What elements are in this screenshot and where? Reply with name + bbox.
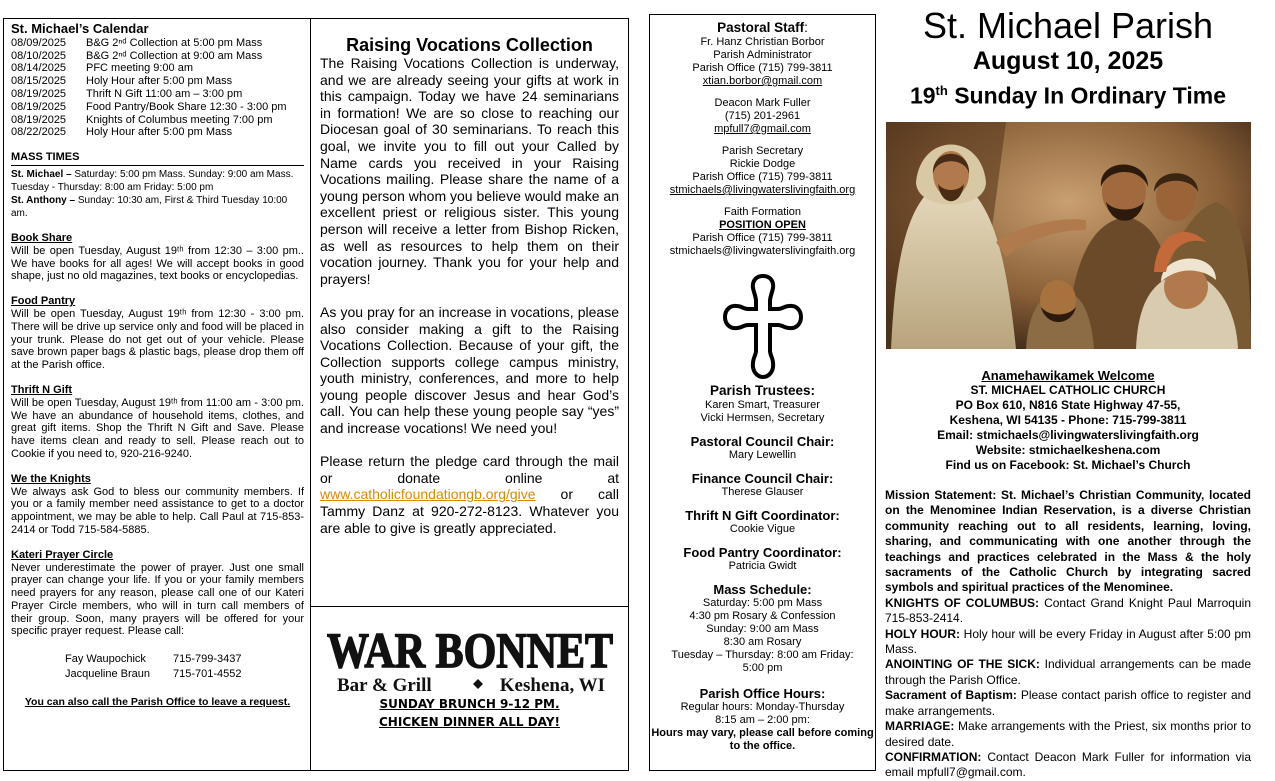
- book-share-text: Will be open Tuesday, August 19ᵗʰ from 12:30 – 3:00 pm.. We have books for all ages! We will accept books in good shape, just no old magazines, text books or encyclopedias.: [11, 244, 304, 283]
- parish-title: St. Michael Parish: [922, 5, 1214, 46]
- staff-title-colon: :: [804, 20, 808, 35]
- calendar-column: [3, 18, 311, 771]
- mass-schedule-line: Tuesday – Thursday: 8:00 am Friday:: [671, 649, 854, 661]
- book-share-title: Book Share: [11, 231, 73, 244]
- st-michael-label: St. Michael –: [11, 168, 72, 180]
- pastor-name: Fr. Hanz Christian Borbor: [700, 36, 825, 48]
- thrift-coordinator-name: Cookie Vigue: [729, 523, 796, 535]
- warbonnet-logo: [325, 617, 615, 695]
- calendar-title: St. Michael’s Calendar: [11, 21, 149, 36]
- staff-column: [649, 14, 876, 771]
- calendar-event: Food Pantry/Book Share 12:30 - 3:00 pm: [86, 100, 287, 113]
- calendar-event: Knights of Columbus meeting 7:00 pm: [86, 113, 273, 126]
- jesus-disciples-painting: [886, 122, 1251, 349]
- office-hours-title: Parish Office Hours:: [699, 686, 826, 701]
- calendar-row: [11, 50, 304, 63]
- ad-dinner-line: CHICKEN DINNER ALL DAY!: [379, 715, 560, 729]
- contact-name: Fay Waupochick: [65, 653, 146, 666]
- contact-phone: 715-799-3437: [173, 653, 242, 666]
- calendar-event: Thrift N Gift 11:00 am – 3:00 pm: [86, 87, 243, 100]
- st-anthony-times: Sunday: 10:30 am, First & Third Tuesday 10:00 am.: [11, 194, 288, 219]
- mass-schedule-line: Sunday: 9:00 am Mass: [706, 623, 819, 635]
- call-office-note: You can also call the Parish Office to leave a request.: [24, 696, 291, 709]
- finance-council-name: Therese Glauser: [721, 486, 804, 498]
- calendar-event: Holy Hour after 5:00 pm Mass: [86, 126, 233, 139]
- address-line-1: PO Box 610, N816 State Highway 47-55,: [955, 398, 1181, 412]
- info-item: [885, 688, 1251, 719]
- food-pantry-text: Will be open Tuesday, August 19ᵗʰ from 12:30 - 3:00 pm. There will be drive up service only and food will be placed in your trunk. Please do not get out of your vehicle. Please save brown paper bags & plastic bags, please drop them off at the Parish office.: [11, 307, 304, 372]
- calendar-row: [11, 62, 304, 75]
- info-label: CONFIRMATION:: [885, 749, 982, 764]
- position-open-label: POSITION OPEN: [719, 219, 806, 231]
- contact-phone: 715-701-4552: [173, 668, 242, 681]
- deacon-email[interactable]: mpfull7@gmail.com: [714, 123, 811, 135]
- donate-link[interactable]: www.catholicfoundationgb.org/give: [320, 486, 536, 503]
- food-pantry-title: Food Pantry: [11, 295, 76, 308]
- church-facebook: Find us on Facebook: St. Michael’s Church: [945, 458, 1191, 472]
- welcome-block: [883, 368, 1253, 473]
- vocations-p3-end: or call Tammy Danz at 920-272-8123. Whatever you are able to give is greatly appreciated.: [320, 486, 619, 536]
- info-text: Holy hour will be every Friday in August after 5:00 pm Mass.: [885, 626, 1251, 657]
- info-label: Sacrament of Baptism:: [885, 688, 1017, 703]
- ad-brunch-line: SUNDAY BRUNCH 9-12 PM.: [379, 697, 560, 711]
- vocations-p3-start: Please return the pledge card through the mail or donate online at: [320, 453, 619, 486]
- calendar-date: 08/15/2025: [11, 75, 67, 88]
- vocations-title: Raising Vocations Collection: [346, 35, 593, 55]
- diamond-icon: [473, 679, 483, 689]
- contact-name: Jacqueline Braun: [65, 668, 151, 681]
- info-item: [885, 627, 1251, 658]
- calendar-event: B&G 2ⁿᵈ Collection at 9:00 am Mass: [86, 49, 263, 62]
- calendar-row: [11, 101, 304, 114]
- prayer-contacts: [65, 652, 304, 682]
- pantry-coordinator-name: Patricia Gwidt: [728, 560, 797, 572]
- staff-title-text: Pastoral Staff: [717, 20, 805, 35]
- logo-sub-left: Bar & Grill: [336, 675, 432, 696]
- trustees-title: Parish Trustees:: [709, 383, 816, 398]
- sunday-ordinal: th: [935, 83, 948, 98]
- trustee-2: Vicki Hermsen, Secretary: [700, 412, 825, 424]
- sunday-number: 19: [909, 82, 936, 109]
- info-item: [885, 719, 1251, 750]
- mission-statement: Mission Statement: St. Michael’s Christian Community, located on the Menominee Indian Reservation, is a diverse Christian community reaching out to all residents, learning, loving, sharing, and communicating with one another through the teachings and practices celebrated in the Mass & the holy sacraments of the Catholic Church by integrating sacred symbols and spiritual practices of the Menominee.: [885, 488, 1251, 595]
- info-item: [885, 657, 1251, 688]
- church-email: Email: stmichaels@livingwaterslivingfaith.org: [937, 428, 1199, 442]
- calendar-event: B&G 2ⁿᵈ Collection at 5:00 pm Mass: [86, 36, 263, 49]
- deacon-phone: (715) 201-2961: [724, 110, 801, 122]
- info-label: MARRIAGE:: [885, 719, 955, 734]
- faith-formation-phone: Parish Office (715) 799-3811: [692, 232, 833, 244]
- pantry-coordinator-title: Food Pantry Coordinator:: [683, 545, 842, 560]
- calendar-date: 08/19/2025: [11, 87, 67, 100]
- info-text: Individual arrangements can be made through the Parish Office.: [885, 657, 1251, 687]
- pastoral-council-name: Mary Lewellin: [728, 449, 797, 461]
- sunday-text: Sunday In Ordinary Time: [947, 82, 1227, 109]
- calendar-row: [11, 126, 304, 139]
- church-website: Website: stmichaelkeshena.com: [975, 443, 1161, 457]
- st-anthony-label: St. Anthony –: [11, 194, 76, 206]
- info-text: Please contact parish office to register and make arrangements.: [885, 688, 1251, 718]
- faith-formation-email: stmichaels@livingwaterslivingfaith.org: [669, 245, 856, 257]
- pastor-role: Parish Administrator: [713, 49, 812, 61]
- info-text: Make arrangements with the Priest, six months prior to desired date.: [885, 719, 1251, 749]
- calendar-date: 08/09/2025: [11, 36, 67, 49]
- bulletin-date: August 10, 2025: [972, 47, 1164, 75]
- logo-wordmark: WAR BONNET: [326, 622, 613, 678]
- liturgical-sunday: [883, 76, 1253, 111]
- mass-schedule-line: Saturday: 5:00 pm Mass: [702, 597, 823, 609]
- calendar-row: [11, 88, 304, 101]
- vocations-paragraph-3: [320, 453, 619, 536]
- deacon-name: Deacon Mark Fuller: [714, 97, 811, 109]
- secretary-email[interactable]: stmichaels@livingwaterslivingfaith.org: [669, 184, 856, 196]
- calendar-date: 08/14/2025: [11, 62, 67, 75]
- st-michael-times: Saturday: 5:00 pm Mass. Sunday: 9:00 am Mass. Tuesday - Thursday: 8:00 am Friday: 5:00 pm: [11, 168, 294, 193]
- trustee-1: Karen Smart, Treasurer: [705, 399, 820, 411]
- mass-schedule-line: 5:00 pm: [742, 662, 783, 674]
- office-hours-note: Hours may vary, please call before coming to the office.: [651, 727, 874, 752]
- info-item: [885, 596, 1251, 627]
- mass-schedule-line: 4:30 pm Rosary & Confession: [689, 610, 836, 622]
- knights-title: We the Knights: [11, 472, 91, 485]
- info-text: Contact Grand Knight Paul Marroquin 715-853-2414.: [885, 595, 1251, 626]
- thrift-title: Thrift N Gift: [11, 383, 73, 396]
- calendar-event: Holy Hour after 5:00 pm Mass: [86, 75, 233, 88]
- knights-text: We always ask God to bless our community members. If you or a family member need assistance to get to a doctor appointment, we may be able to help. Call Paul at 715-853-2414 or Todd 715-584-5885.: [11, 485, 304, 536]
- calendar-list: [11, 37, 304, 139]
- vocations-paragraph-1: The Raising Vocations Collection is underway, and we are already seeing your gifts at work in this campaign. Today we have 24 seminarians in formation! We are so close to reaching our Diocesan goal of 30 seminarians. To reach this goal, we invite you to fill out your Called by Name cards you received in your Raising Vocations mailing. Please share the name of a young person whom you believe would make an excellent priest or religious sister. This young person will receive a letter from Bishop Ricken, as well as resources to help them on their vocation journey. Thank you for your help and prayers!: [320, 55, 619, 287]
- info-text: Contact Deacon Mark Fuller for information via email mpfull7@gmail.com.: [885, 749, 1251, 780]
- pastor-email[interactable]: xtian.borbor@gmail.com: [702, 75, 823, 87]
- calendar-row: [11, 114, 304, 127]
- masthead-column: [883, 0, 1253, 780]
- logo-sub-right: Keshena, WI: [499, 675, 605, 696]
- vocations-paragraph-2: As you pray for an increase in vocations, please also consider making a gift to the Raising Vocations Collection. Because of your gift, the Collection supports college campus ministry, youth ministry, conferences, and more to help young people discover Jesus and hear God’s call. You can help these young people say “yes” and increase vocations! We need you!: [320, 303, 619, 437]
- mass-times-title: MASS TIMES: [11, 151, 304, 166]
- pastor-phone: Parish Office (715) 799-3811: [692, 62, 833, 74]
- mass-times-text: [11, 168, 304, 220]
- office-hours-line: 8:15 am – 2:00 pm:: [715, 714, 810, 726]
- address-line-2: Keshena, WI 54135 - Phone: 715-799-3811: [949, 413, 1187, 427]
- calendar-row: [11, 37, 304, 50]
- church-name: ST. MICHAEL CATHOLIC CHURCH: [970, 383, 1166, 397]
- pastoral-council-title: Pastoral Council Chair:: [690, 434, 835, 449]
- calendar-event: PFC meeting 9:00 am: [86, 62, 193, 75]
- contact-row: [65, 667, 304, 682]
- mass-schedule-title: Mass Schedule:: [713, 582, 812, 597]
- info-label: HOLY HOUR:: [885, 626, 960, 641]
- contact-row: [65, 652, 304, 667]
- info-label: KNIGHTS OF COLUMBUS:: [885, 595, 1040, 610]
- faith-formation-role: Faith Formation: [723, 206, 802, 218]
- calendar-date: 08/22/2025: [11, 126, 67, 139]
- secretary-role: Parish Secretary: [721, 145, 804, 157]
- calendar-date: 08/19/2025: [11, 100, 67, 113]
- finance-council-title: Finance Council Chair:: [691, 471, 834, 486]
- calendar-row: [11, 75, 304, 88]
- vocations-article: [311, 19, 628, 607]
- info-item: [885, 750, 1251, 781]
- staff-title: [650, 20, 875, 36]
- secretary-phone: Parish Office (715) 799-3811: [692, 171, 833, 183]
- thrift-text: Will be open Tuesday, August 19ᵗʰ from 11:00 am - 3:00 pm. We have an abundance of household items, clothes, and great gift items. Shop the Thrift N Gift and Save. Please have items clean and ready to sell. Please reach out to Cookie if you need to, 920-216-9240.: [11, 396, 304, 460]
- info-label: ANOINTING OF THE SICK:: [885, 657, 1040, 672]
- kateri-title: Kateri Prayer Circle: [11, 548, 114, 561]
- welcome-title: Anamehawikamek Welcome: [981, 368, 1155, 383]
- calendar-date: 08/19/2025: [11, 113, 67, 126]
- cross-icon: [723, 273, 803, 379]
- kateri-text: Never underestimate the power of prayer. Just one small prayer can change your life. If you or your family members need prayers for any reason, please call one of our Kateri Prayer Circle members, who will in turn call members of their group. Soon, many prayers will be offered for your specific prayer request. Please call:: [11, 561, 304, 638]
- mission-section: [885, 488, 1251, 781]
- thrift-coordinator-title: Thrift N Gift Coordinator:: [685, 508, 840, 523]
- mass-schedule-line: 8:30 am Rosary: [723, 636, 802, 648]
- office-hours-line: Regular hours: Monday-Thursday: [680, 701, 845, 713]
- calendar-date: 08/10/2025: [11, 49, 67, 62]
- warbonnet-ad: [311, 609, 628, 770]
- secretary-name: Rickie Dodge: [729, 158, 796, 170]
- vocations-column: [310, 18, 629, 771]
